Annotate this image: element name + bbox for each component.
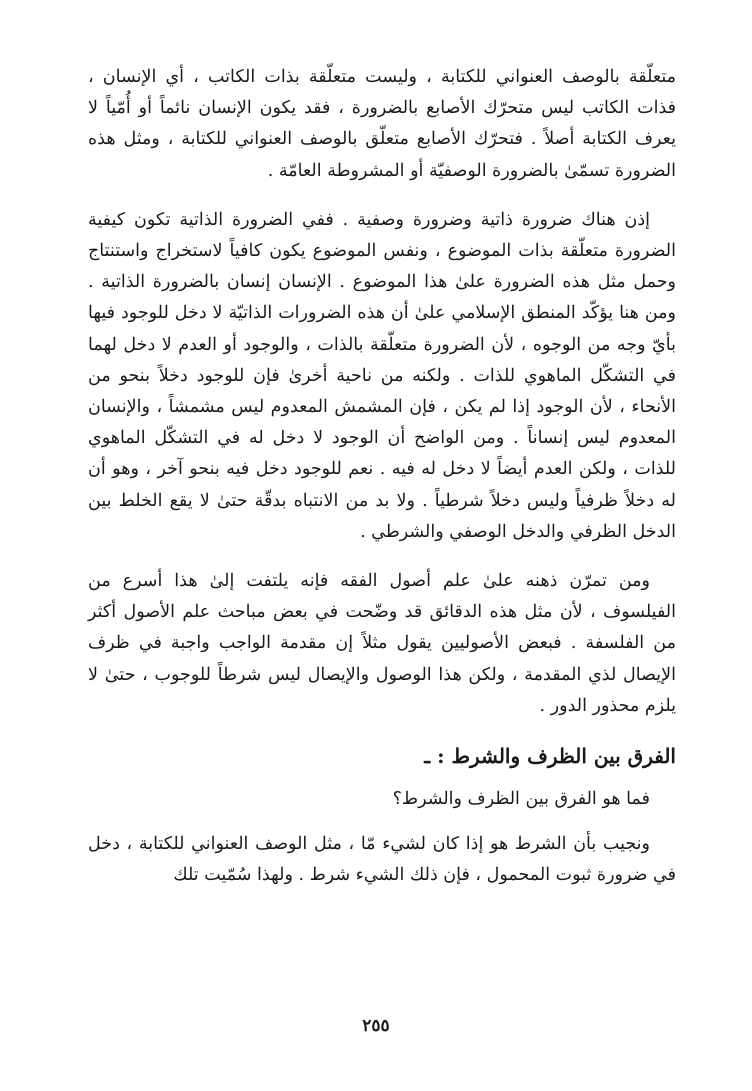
question-line: فما هو الفرق بين الظرف والشرط؟ — [392, 789, 650, 810]
page-body — [88, 62, 676, 910]
paragraph-3: ومن تمرّن ذهنه علىٰ علم أصول الفقه فإنه يلتفت إلىٰ هذا أسرع من الفيلسوف ، لأن مثل هذه الدقائق قد وضّحت في بعض مباحث علم الأصول أكثر من الفلسفة . فبعض الأصوليين يقول مثلاً إن مقدمة الواجب واجبة في ظرف الإيصال لذي المقدمة ، ولكن هذا الوصول والإيصال ليس شرطاً للوجوب ، حتىٰ لا يلزم محذور الدور . — [88, 571, 676, 716]
paragraph-4: ونجيب بأن الشرط هو إذا كان لشيء مّا ، مثل الوصف العنواني للكتابة ، دخل في ضرورة ثبوت المحمول ، فإن ذلك الشيء شرط . ولهذا سُمّيت تلك — [88, 834, 676, 886]
paragraph-1: متعلّقة بالوصف العنواني للكتابة ، وليست متعلّقة بذات الكاتب ، أي الإنسان ، فذات الكاتب ليس متحرّك الأصابع بالضرورة ، فقد يكون الإنسان نائماً أو أُمّياً لا يعرف الكتابة أصلاً . فتحرّك الأصابع متعلّق بالوصف العنواني للكتابة ، ومثل هذه الضرورة تسمّىٰ بالضرورة الوصفيّة أو المشروطة العامّة . — [88, 67, 676, 181]
page-number: ٢٥٥ — [362, 1016, 390, 1036]
section-heading: الفرق بين الظرف والشرط : ـ — [424, 744, 676, 769]
paragraph-2: إذن هناك ضرورة ذاتية وضرورة وصفية . ففي الضرورة الذاتية تكون كيفية الضرورة متعلّقة بذات الموضوع ، ونفس الموضوع يكون كافياً لاستخراج واستنتاج وحمل مثل هذه الضرورة علىٰ هذا الموضوع . الإنسان إنسان بالضرورة الذاتية . ومن هنا يؤكّد المنطق الإسلامي علىٰ أن هذه الضرورات الذاتيّة لا دخل للوجود فيها بأيّ وجه من الوجوه ، لأن الضرورة متعلّقة بالذات ، والوجود أو العدم لا دخل لهما في التشكّل الماهوي للذات . ولكنه من ناحية أخرىٰ فإن للوجود دخلاً بنحو من الأنحاء ، لأن الوجود إذا لم يكن ، فإن المشمش المعدوم ليس مشمشاً ، والإنسان المعدوم ليس إنساناً . ومن الواضح أن الوجود لا دخل له في التشكّل الماهوي للذات ، ولكن العدم أيضاً لا دخل له فيه . نعم للوجود دخل فيه بنحو آخر ، وهو أن له دخلاً ظرفياً وليس دخلاً شرطياً . ولا بد من الانتباه بدقّة حتىٰ لا يقع الخلط بين الدخل الظرفي والدخل الوصفي والشرطي . — [88, 209, 676, 542]
